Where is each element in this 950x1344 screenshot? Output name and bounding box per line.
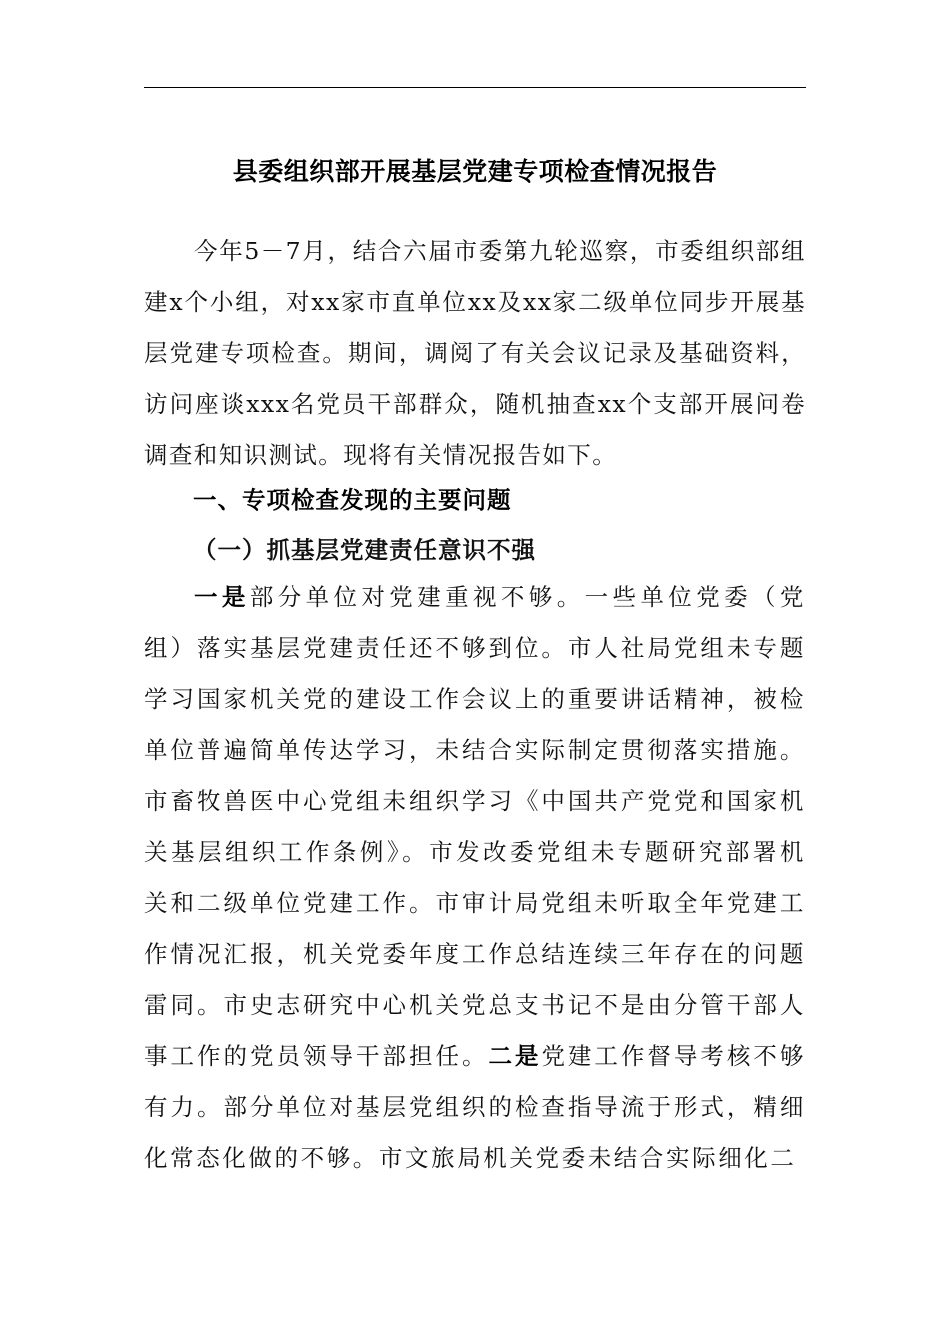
lead-phrase-1: 一是 (194, 583, 250, 611)
paragraph-text-1: 部分单位对党建重视不够。一些单位党委（党组）落实基层党建责任还不够到位。市人社局党组未专题学习国家机关党的建设工作会议上的重要讲话精神，被检单位普遍简单传达学习，未结合实际制定贯彻落实措施。市畜牧兽医中心党组未组织学习《中国共产党党和国家机关基层组织工作条例》。市发改委党组未专题研究部署机关和二级单位党建工作。市审计局党组未听取全年党建工作情况汇报，机关党委年度工作总结连续三年存在的问题雷同。市史志研究中心机关党总支书记不是由分管干部人事工作的党员领导干部担任。 (144, 583, 807, 1070)
intro-paragraph: 今年5－7月，结合六届市委第九轮巡察，市委组织部组建x个小组，对xx家市直单位xx及xx家二级单位同步开展基层党建专项检查。期间，调阅了有关会议记录及基础资料，访问座谈xxx名党员干部群众，随机抽查xx个支部开展问卷调查和知识测试。现将有关情况报告如下。 (144, 237, 806, 469)
header-rule (144, 87, 806, 88)
paragraph-text-2: 党建工作督导考核不够有力。部分单位对基层党组织的检查指导流于形式，精细化常态化做的不够。市文旅局机关党委未结合实际细化二 (144, 1042, 806, 1172)
body-paragraph-1 (144, 572, 806, 1184)
document-title: 县委组织部开展基层党建专项检查情况报告 (232, 157, 718, 186)
section-heading-1: 一、专项检查发现的主要问题 (193, 486, 512, 514)
subsection-heading-1: （一）抓基层党建责任意识不强 (193, 536, 536, 564)
lead-phrase-2: 二是 (488, 1042, 542, 1070)
